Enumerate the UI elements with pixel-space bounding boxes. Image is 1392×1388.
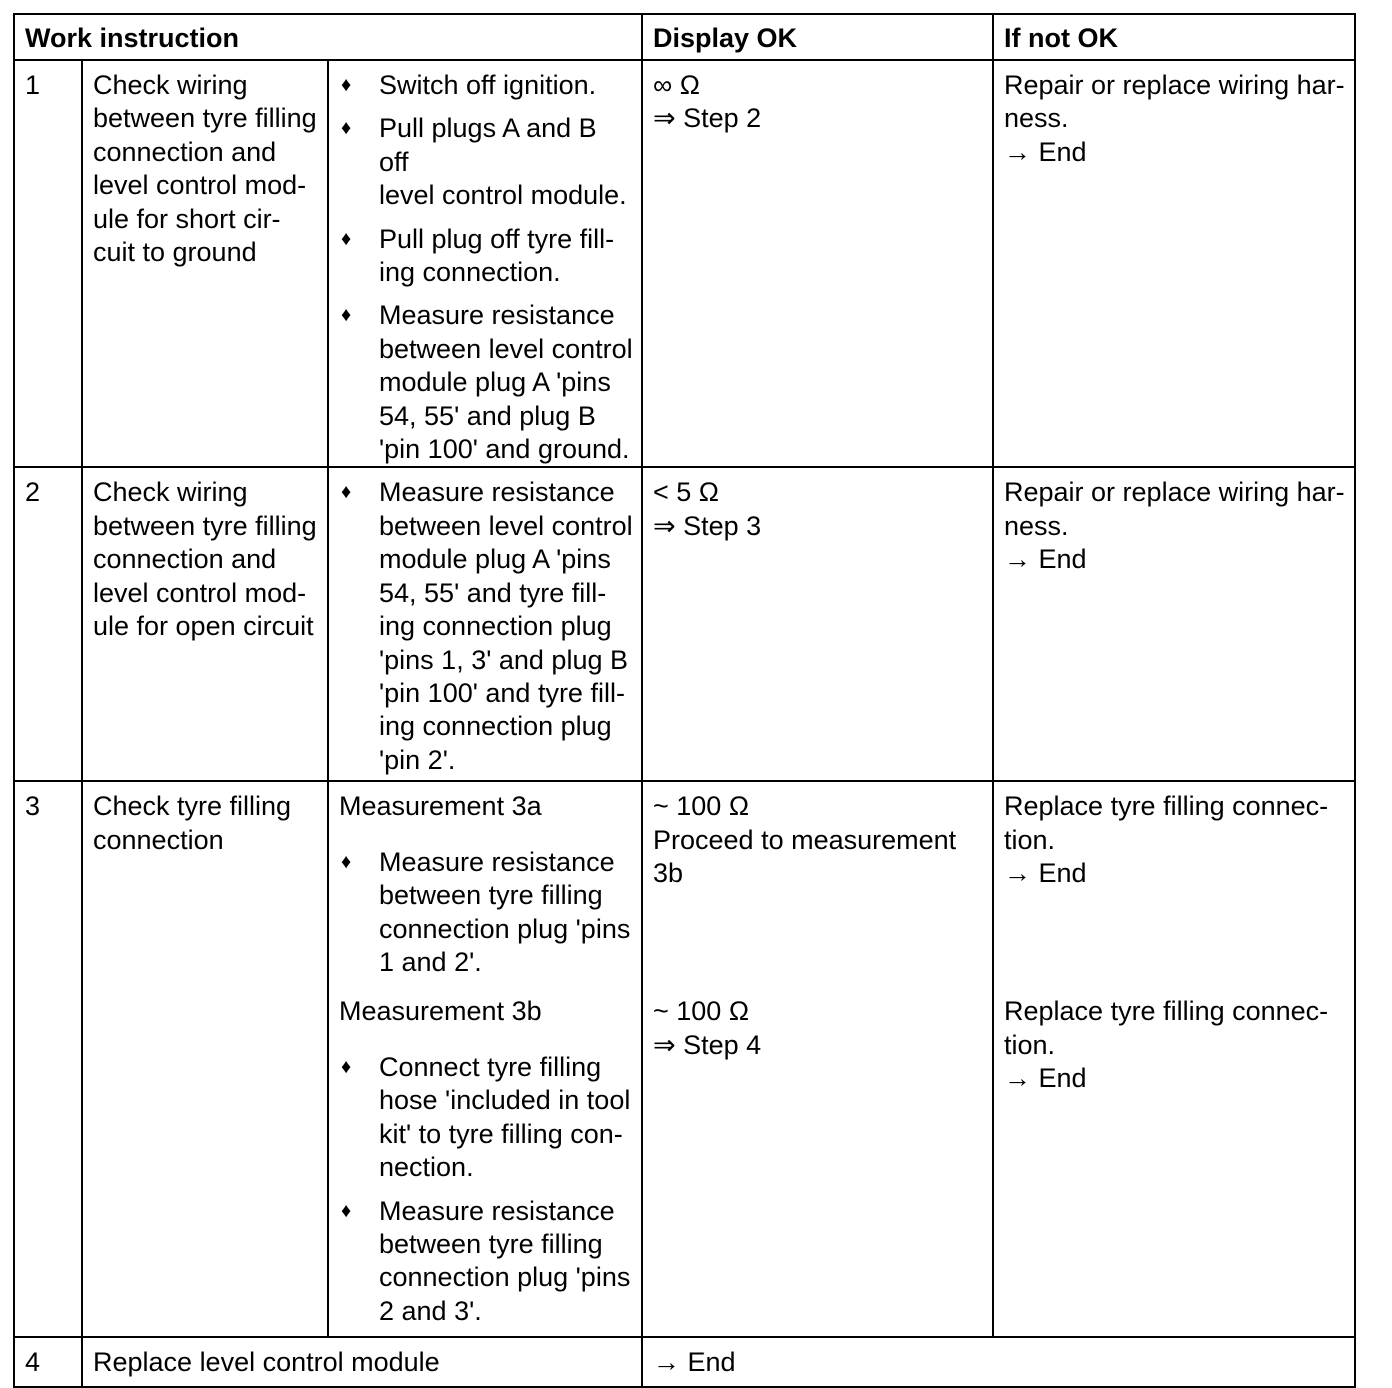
- display-ok-cell: [642, 781, 993, 1337]
- if-not-ok-cell: [993, 781, 1355, 1337]
- list-item: ♦ Connect tyre filling hose 'included in tool kit' to tyre filling con- nection.: [339, 1051, 633, 1185]
- measurement-3a-display-ok: ~ 100 Ω Proceed to measurement 3b: [653, 791, 957, 889]
- if-not-ok-cell: Repair or replace wiring har- ness. → End: [993, 467, 1355, 781]
- table-row: [14, 60, 1355, 467]
- measurement-3b: [339, 995, 633, 1328]
- step-number: 2: [14, 467, 82, 781]
- bullet-diamond-icon: ♦: [341, 1199, 352, 1222]
- step-number: 4: [14, 1337, 82, 1387]
- measurement-3a: [339, 790, 633, 995]
- bullet-diamond-icon: ♦: [341, 304, 352, 327]
- step-number: 1: [14, 60, 82, 467]
- work-instruction-table: [13, 13, 1356, 1388]
- header-display-ok: Display OK: [642, 14, 993, 60]
- list-item: ♦ Measure resistance between level control module plug A 'pins 54, 55' and tyre fill- ing connection plug 'pins 1, 3' and plug B 'pin 100' and tyre fill- ing connection plug 'pin 2'.: [339, 476, 633, 777]
- measurement-3b-display-ok: ~ 100 Ω ⇒ Step 4: [653, 996, 762, 1060]
- step-description: Check tyre filling connection: [82, 781, 328, 1337]
- bullet-diamond-icon: ♦: [341, 227, 352, 250]
- bullet-diamond-icon: ♦: [341, 117, 352, 140]
- step-actions: [328, 467, 642, 781]
- list-item: ♦ Switch off ignition.: [339, 69, 633, 102]
- display-ok-cell: → End: [642, 1337, 1355, 1387]
- table-row: [14, 1337, 1355, 1387]
- display-ok-cell: ∞ Ω ⇒ Step 2: [642, 60, 993, 467]
- measurement-3b-if-not-ok: Replace tyre filling connec- tion. → End: [1004, 996, 1329, 1094]
- measurement-label: Measurement 3b: [339, 996, 542, 1027]
- list-item: ♦ Measure resistance between tyre filling connection plug 'pins 2 and 3'.: [339, 1195, 633, 1329]
- table-header-row: [14, 14, 1355, 60]
- table-row: [14, 467, 1355, 781]
- measurement-3a-if-not-ok: Replace tyre filling connec- tion. → End: [1004, 791, 1329, 889]
- if-not-ok-cell: Repair or replace wiring har- ness. → End: [993, 60, 1355, 467]
- list-item: ♦ Measure resistance between level control module plug A 'pins 54, 55' and plug B 'pin 100' and ground.: [339, 299, 633, 466]
- list-item: ♦ Pull plugs A and B off level control module.: [339, 112, 633, 212]
- step-actions: [328, 60, 642, 467]
- step-description: Check wiring between tyre filling connection and level control mod- ule for open circuit: [82, 467, 328, 781]
- bullet-diamond-icon: ♦: [341, 481, 352, 504]
- step-actions: [328, 781, 642, 1337]
- bullet-diamond-icon: ♦: [341, 850, 352, 873]
- list-item: ♦ Pull plug off tyre fill- ing connection.: [339, 223, 633, 290]
- bullet-diamond-icon: ♦: [341, 1055, 352, 1078]
- header-if-not-ok: If not OK: [993, 14, 1355, 60]
- table-row: [14, 781, 1355, 1337]
- bullet-diamond-icon: ♦: [341, 74, 352, 96]
- display-ok-cell: < 5 Ω ⇒ Step 3: [642, 467, 993, 781]
- step-description: Replace level control module: [82, 1337, 642, 1387]
- measurement-label: Measurement 3a: [339, 791, 542, 822]
- step-description: Check wiring between tyre filling connection and level control mod- ule for short cir- cuit to ground: [82, 60, 328, 467]
- step-number: 3: [14, 781, 82, 1337]
- list-item: ♦ Measure resistance between tyre filling connection plug 'pins 1 and 2'.: [339, 846, 633, 980]
- header-work-instruction: Work instruction: [14, 14, 642, 60]
